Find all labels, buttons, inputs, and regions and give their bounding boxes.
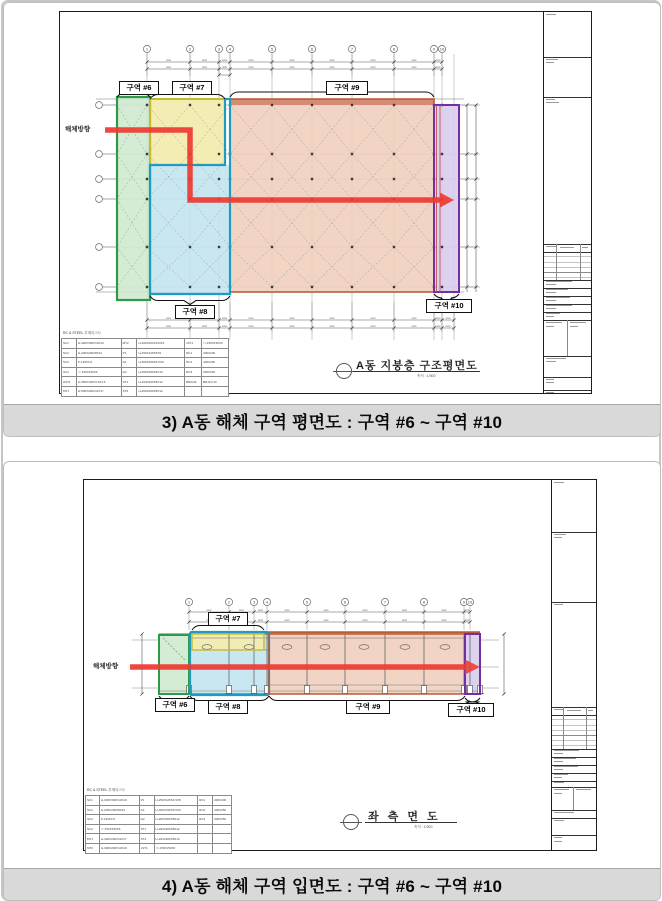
zone-label-9: 구역 #9 bbox=[326, 81, 368, 95]
elevation-title: 좌 측 면 도 bbox=[368, 811, 441, 823]
title-underline bbox=[353, 371, 480, 372]
svg-text:9: 9 bbox=[462, 599, 466, 605]
plan-drawing bbox=[60, 12, 591, 393]
svg-text:4: 4 bbox=[265, 599, 269, 605]
svg-text:7: 7 bbox=[350, 46, 354, 52]
elevation-scale: 축척 : 1/300 bbox=[414, 825, 433, 829]
elevation-caption: 4) A동 해체 구역 입면도 : 구역 #6 ~ 구역 #10 bbox=[4, 868, 660, 900]
demolition-direction-label: 해체방향 bbox=[93, 663, 119, 670]
plan-grid-bubbles bbox=[143, 45, 445, 76]
title-reference-circle bbox=[343, 814, 359, 830]
plan-title: A동 지붕층 구조평면도 bbox=[356, 360, 478, 372]
svg-text:8: 8 bbox=[422, 599, 426, 605]
svg-text:2: 2 bbox=[227, 599, 231, 605]
zone-label-10: 구역 #10 bbox=[426, 299, 472, 313]
plan-drawing-frame bbox=[59, 11, 592, 394]
zone-label-7: 구역 #7 bbox=[208, 612, 248, 626]
svg-text:3: 3 bbox=[252, 599, 256, 605]
svg-text:10: 10 bbox=[467, 599, 473, 605]
svg-text:1: 1 bbox=[187, 599, 191, 605]
svg-text:7: 7 bbox=[383, 599, 387, 605]
svg-text:2: 2 bbox=[188, 46, 192, 52]
zone-label-9: 구역 #9 bbox=[346, 700, 390, 714]
svg-text:9: 9 bbox=[432, 46, 436, 52]
zone-label-8: 구역 #8 bbox=[175, 305, 215, 319]
plan-title-block bbox=[543, 12, 591, 393]
panel-plan bbox=[3, 2, 661, 437]
svg-text:3: 3 bbox=[217, 46, 221, 52]
svg-text:8: 8 bbox=[392, 46, 396, 52]
svg-text:6: 6 bbox=[343, 599, 347, 605]
member-table: SC1 H-300X300X10X16 P1 H-250X125X4.5X8 RC1 400X200 SC2 H-200X200X8X12 G1 H-300X150X6.5X9 RC2 400X250 SC3 P-139X4.5 G2 H-200X200X8X12 RC3 300X250 SC4 ㅁ-150X150X6 ST1 H-294X200X8X12 MT1 H-400X200X11X17 ST2 H-294X200X8X13 MT2 H-300X200X10X16 xST1 ㅁ-150X150X6 bbox=[85, 795, 232, 854]
title-reference-circle bbox=[336, 363, 352, 379]
svg-text:10: 10 bbox=[439, 46, 445, 52]
zone-label-6: 구역 #6 bbox=[155, 698, 195, 712]
svg-text:4: 4 bbox=[228, 46, 232, 52]
elev-zones bbox=[159, 632, 480, 695]
elevation-title-block bbox=[551, 480, 596, 850]
demolition-direction-label: 해체방향 bbox=[65, 126, 91, 133]
zone-label-6: 구역 #6 bbox=[119, 81, 159, 95]
svg-text:5: 5 bbox=[270, 46, 274, 52]
zone-label-8: 구역 #8 bbox=[208, 700, 248, 714]
zone-label-7: 구역 #7 bbox=[172, 81, 212, 95]
svg-text:5: 5 bbox=[305, 599, 309, 605]
zone-7-region bbox=[192, 634, 264, 650]
member-table-title: RC & STEEL 부재리스트 bbox=[87, 788, 126, 792]
plan-caption: 3) A동 해체 구역 평면도 : 구역 #6 ~ 구역 #10 bbox=[4, 404, 660, 436]
member-table-title: RC & STEEL 부재리스트 bbox=[63, 331, 102, 335]
svg-text:1: 1 bbox=[145, 46, 149, 52]
svg-text:6: 6 bbox=[310, 46, 314, 52]
plan-right-dims bbox=[459, 103, 478, 292]
member-table: SC1 H-300X300X10X16 MT2 H-300X200X10X16 xST1 ㅁ-150X150X6 SC2 H-200X200X8X12 P1 H-250X125X6X9 RC1 400X200 SC3 P-139X4.5 G1 H-300X150X6.5X9 RC2 400X250 SC4 ㅁ-150X150X6 G2 H-250X250X9X12 RC3 300X250 HST1 H-250X125X3.2X4.5 ST1 H-294X200X8X12 BRACE BR16 F10 MT1 H-500X200X11X17 ST2 H-200X200X8X12 bbox=[61, 338, 229, 397]
panel-elevation bbox=[3, 461, 661, 901]
plan-scale: 축척 : 1/300 bbox=[417, 374, 436, 378]
zone-label-10: 구역 #10 bbox=[448, 703, 494, 717]
zone-9-region bbox=[230, 99, 434, 292]
title-underline bbox=[365, 822, 457, 823]
elevation-drawing-frame bbox=[83, 479, 597, 851]
